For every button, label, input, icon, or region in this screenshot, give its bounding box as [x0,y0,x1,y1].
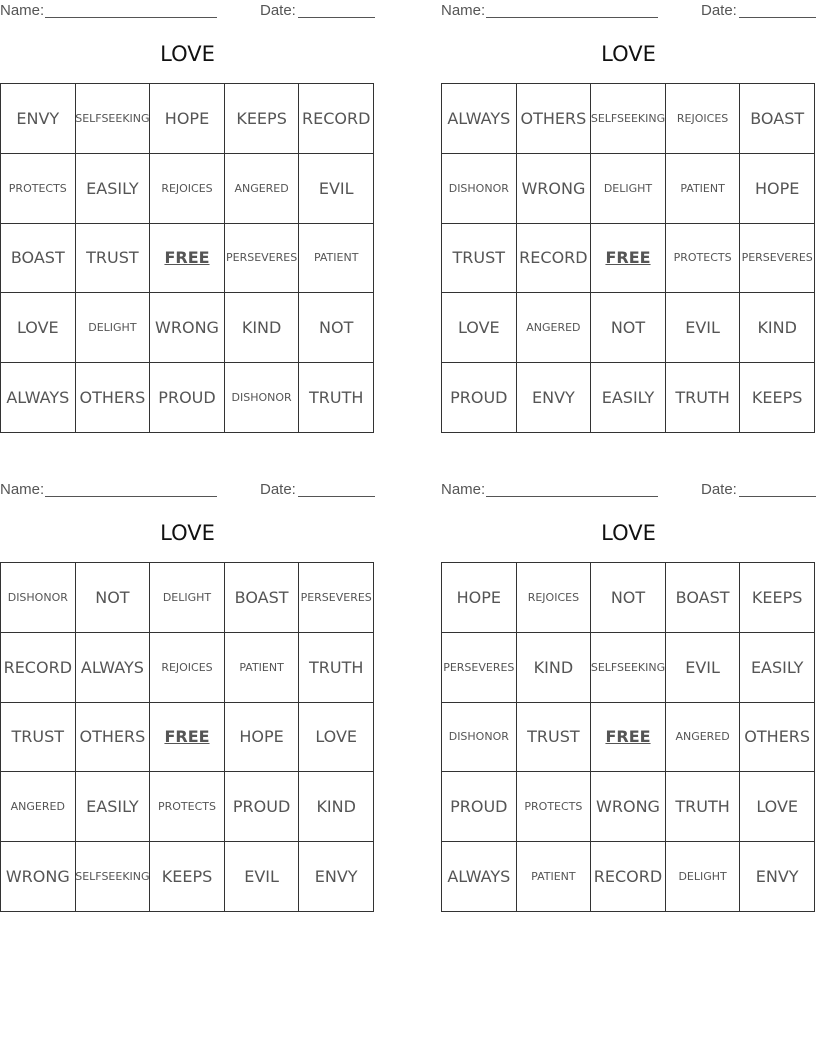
date-line [298,17,375,18]
bingo-cell: OTHERS [76,703,151,773]
bingo-cell: SELFSEEKING [591,633,666,703]
bingo-card-4 [441,479,816,914]
bingo-cell: KEEPS [740,563,815,633]
bingo-cell: PROTECTS [1,154,76,224]
card-title: LOVE [601,42,656,66]
bingo-card-3 [0,479,375,914]
bingo-cell: REJOICES [666,84,741,154]
bingo-cell: KIND [299,772,374,842]
bingo-cell: OTHERS [76,363,151,433]
bingo-cell: RECORD [517,224,592,294]
bingo-cell: EVIL [299,154,374,224]
bingo-cell: PROUD [442,363,517,433]
date-label: Date: [701,481,737,498]
bingo-cell: BOAST [225,563,300,633]
date-label: Date: [701,2,737,19]
free-space-cell: FREE [150,224,225,294]
bingo-cell: OTHERS [740,703,815,773]
bingo-cell: NOT [591,563,666,633]
name-line [486,17,658,18]
bingo-grid [441,562,815,912]
bingo-cell: ENVY [1,84,76,154]
bingo-grid [0,83,374,433]
bingo-cell: DISHONOR [442,703,517,773]
bingo-cell: DISHONOR [225,363,300,433]
bingo-cell: SELFSEEKING [591,84,666,154]
bingo-cell: KEEPS [740,363,815,433]
name-line [45,496,217,497]
bingo-cell: REJOICES [517,563,592,633]
card-header [0,2,375,22]
bingo-cell: TRUTH [666,772,741,842]
bingo-cell: LOVE [740,772,815,842]
free-space-cell: FREE [150,703,225,773]
bingo-card-1 [0,0,375,435]
bingo-card-2 [441,0,816,435]
bingo-cell: KIND [517,633,592,703]
date-line [298,496,375,497]
date-line [739,17,816,18]
card-title: LOVE [160,42,215,66]
bingo-cell: EVIL [225,842,300,912]
bingo-cell: EASILY [591,363,666,433]
name-line [45,17,217,18]
bingo-cell: PERSEVERES [225,224,300,294]
bingo-cell: ALWAYS [442,84,517,154]
bingo-cell: HOPE [225,703,300,773]
bingo-cell: BOAST [740,84,815,154]
free-space-cell: FREE [591,703,666,773]
name-label: Name: [0,2,45,19]
bingo-cell: BOAST [666,563,741,633]
bingo-cell: PROUD [150,363,225,433]
bingo-cell: EVIL [666,633,741,703]
name-label: Name: [0,481,45,498]
bingo-cell: SELFSEEKING [76,842,151,912]
bingo-cell: DISHONOR [442,154,517,224]
bingo-cell: ENVY [299,842,374,912]
date-label: Date: [260,2,296,19]
bingo-cell: TRUST [517,703,592,773]
bingo-cell: PATIENT [666,154,741,224]
bingo-cell: DELIGHT [666,842,741,912]
bingo-cell: ALWAYS [76,633,151,703]
bingo-cell: PERSEVERES [299,563,374,633]
bingo-cell: EASILY [76,772,151,842]
bingo-cell: TRUTH [666,363,741,433]
date-label: Date: [260,481,296,498]
bingo-cell: DELIGHT [591,154,666,224]
bingo-cell: PROTECTS [517,772,592,842]
bingo-cell: LOVE [442,293,517,363]
free-space-cell: FREE [591,224,666,294]
bingo-cell: KEEPS [150,842,225,912]
bingo-cell: ANGERED [517,293,592,363]
bingo-cell: DELIGHT [150,563,225,633]
bingo-cell: HOPE [740,154,815,224]
bingo-cell: HOPE [150,84,225,154]
bingo-cell: HOPE [442,563,517,633]
bingo-cell: ALWAYS [1,363,76,433]
bingo-cell: NOT [76,563,151,633]
date-line [739,496,816,497]
bingo-cell: PATIENT [517,842,592,912]
bingo-cell: BOAST [1,224,76,294]
bingo-cell: RECORD [1,633,76,703]
name-label: Name: [441,481,486,498]
bingo-cell: NOT [299,293,374,363]
bingo-cell: PROTECTS [150,772,225,842]
bingo-cell: LOVE [299,703,374,773]
bingo-cell: WRONG [591,772,666,842]
bingo-cell: PATIENT [225,633,300,703]
bingo-cell: ANGERED [666,703,741,773]
card-header [441,2,816,22]
name-line [486,496,658,497]
bingo-cell: ANGERED [1,772,76,842]
bingo-cell: PERSEVERES [740,224,815,294]
bingo-cell: TRUST [76,224,151,294]
bingo-cell: TRUST [442,224,517,294]
bingo-cell: ENVY [517,363,592,433]
bingo-cell: ANGERED [225,154,300,224]
bingo-cell: OTHERS [517,84,592,154]
bingo-cell: DISHONOR [1,563,76,633]
bingo-cell: SELFSEEKING [76,84,151,154]
bingo-cell: TRUTH [299,633,374,703]
bingo-cell: KEEPS [225,84,300,154]
bingo-cell: NOT [591,293,666,363]
bingo-cell: DELIGHT [76,293,151,363]
bingo-cell: REJOICES [150,633,225,703]
bingo-grid [441,83,815,433]
bingo-cell: EASILY [740,633,815,703]
bingo-cell: TRUST [1,703,76,773]
bingo-cell: KIND [225,293,300,363]
bingo-cell: WRONG [150,293,225,363]
name-label: Name: [441,2,486,19]
bingo-cell: WRONG [517,154,592,224]
bingo-cell: PROTECTS [666,224,741,294]
card-title: LOVE [601,521,656,545]
bingo-cell: ENVY [740,842,815,912]
bingo-cell: RECORD [299,84,374,154]
bingo-cell: EASILY [76,154,151,224]
bingo-cell: WRONG [1,842,76,912]
bingo-cell: PATIENT [299,224,374,294]
bingo-cell: LOVE [1,293,76,363]
card-header [441,481,816,501]
bingo-cell: PERSEVERES [442,633,517,703]
bingo-grid [0,562,374,912]
bingo-cell: REJOICES [150,154,225,224]
bingo-cell: TRUTH [299,363,374,433]
bingo-cell: KIND [740,293,815,363]
bingo-cell: ALWAYS [442,842,517,912]
bingo-cell: PROUD [225,772,300,842]
card-header [0,481,375,501]
bingo-cell: RECORD [591,842,666,912]
card-title: LOVE [160,521,215,545]
bingo-cell: PROUD [442,772,517,842]
bingo-cell: EVIL [666,293,741,363]
